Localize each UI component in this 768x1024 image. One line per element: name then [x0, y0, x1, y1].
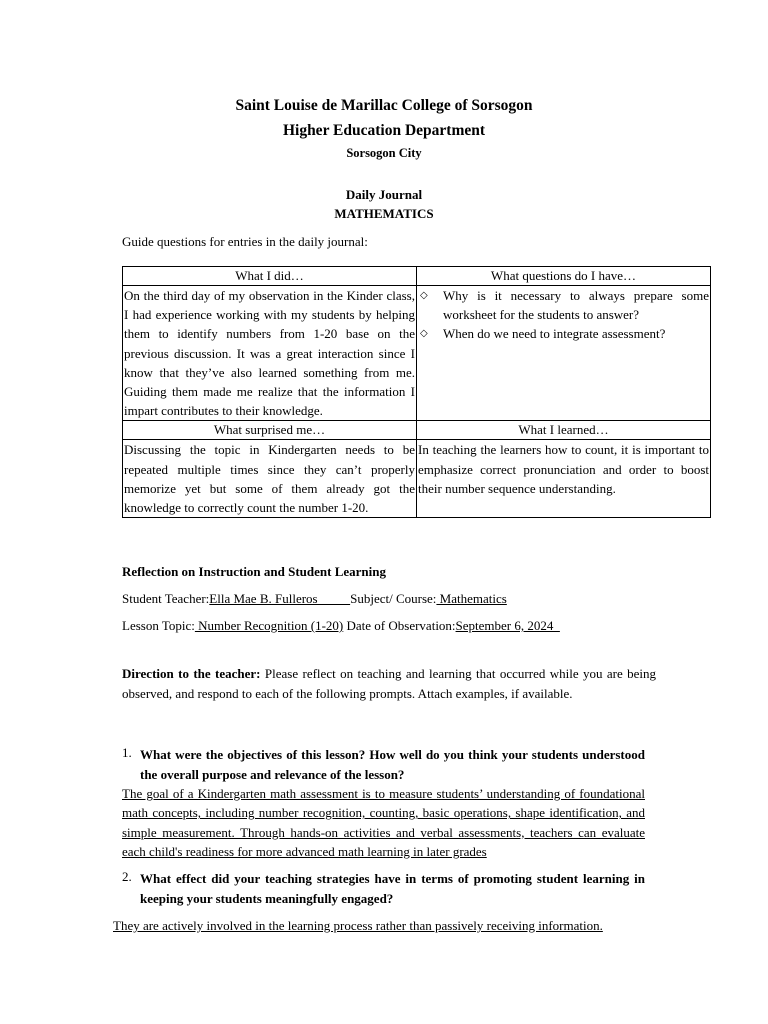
- date-label: Date of Observation:: [343, 618, 456, 633]
- college-name: Saint Louise de Marillac College of Sorsogon: [235, 97, 533, 114]
- journal-title: Daily Journal: [345, 187, 423, 202]
- direction-paragraph: [122, 664, 656, 703]
- subject-title: MATHEMATICS: [334, 206, 434, 221]
- list-item: ◇ When do we need to integrate assessment?: [418, 324, 709, 343]
- questions-header: What questions do I have…: [417, 267, 711, 286]
- subject-value: Mathematics: [436, 591, 507, 606]
- answer-text: The goal of a Kindergarten math assessment is to measure students’ understanding of foundational math concepts, including number recognition, counting, basic operations, shape identification, and simple measurement. Through hands-on activities and verbal assessments, teachers can evaluate each child's readiness for more advanced math learning in later grades: [122, 786, 645, 859]
- direction-label: Direction to the teacher:: [122, 666, 261, 681]
- department-name: Higher Education Department: [282, 122, 486, 139]
- diamond-bullet-icon: ◇: [420, 290, 428, 301]
- city-name: Sorsogon City: [346, 146, 422, 160]
- direction-text: Please reflect on teaching and learning that occurred while you are being observed, and respond to each of the following prompts. Attach examples, if available.: [122, 666, 657, 701]
- learned-cell: In teaching the learners how to count, it is important to emphasize correct pronunciation and order to boost their number sequence understanding.: [417, 440, 711, 518]
- answer-text: They are actively involved in the learning process rather than passively receiving information.: [113, 918, 603, 933]
- what-i-did-cell: On the third day of my observation in the Kinder class, I had experience working with my students by helping them to identify numbers from 1-20 base on the previous discussion. It was a great interaction since I know that they’ve also learned something from me. Guiding them made me realize that the information I impart contributes to their knowledge.: [123, 286, 417, 421]
- journal-table: [122, 266, 711, 518]
- guide-label: Guide questions for entries in the daily journal:: [122, 234, 368, 249]
- lesson-topic-label: Lesson Topic:: [122, 618, 195, 633]
- question-text: What effect did your teaching strategies have in terms of promoting student learning in keeping your students meaningfully engaged?: [140, 871, 645, 906]
- reflection-title: Reflection on Instruction and Student Learning: [122, 564, 386, 579]
- question-text: What were the objectives of this lesson? How well do you think your students understood the overall purpose and relevance of the lesson?: [140, 747, 645, 782]
- learned-header: What I learned…: [417, 421, 711, 440]
- what-i-did-header: What I did…: [123, 267, 417, 286]
- question-number: 1.: [122, 745, 132, 760]
- student-teacher-label: Student Teacher:: [122, 591, 210, 606]
- subject-label: Subject/ Course:: [350, 591, 437, 606]
- student-teacher-value: Ella Mae B. Fulleros: [209, 591, 351, 606]
- questions-cell: [417, 286, 711, 421]
- diamond-bullet-icon: ◇: [420, 328, 428, 340]
- surprised-header: What surprised me…: [123, 421, 417, 440]
- question-number: 2.: [122, 869, 132, 884]
- questions-list: [418, 286, 709, 344]
- list-item: ◇ Why is it necessary to always prepare some worksheet for the students to answer?: [420, 288, 709, 323]
- lesson-topic-line: [122, 618, 560, 634]
- student-teacher-line: [122, 591, 507, 607]
- date-value: September 6, 2024: [455, 618, 560, 633]
- lesson-topic-value: Number Recognition (1-20): [194, 618, 344, 633]
- surprised-cell: Discussing the topic in Kindergarten needs to be repeated multiple times since they can’t properly memorize yet but some of them already got the knowledge to correctly count the number 1-20.: [123, 440, 417, 518]
